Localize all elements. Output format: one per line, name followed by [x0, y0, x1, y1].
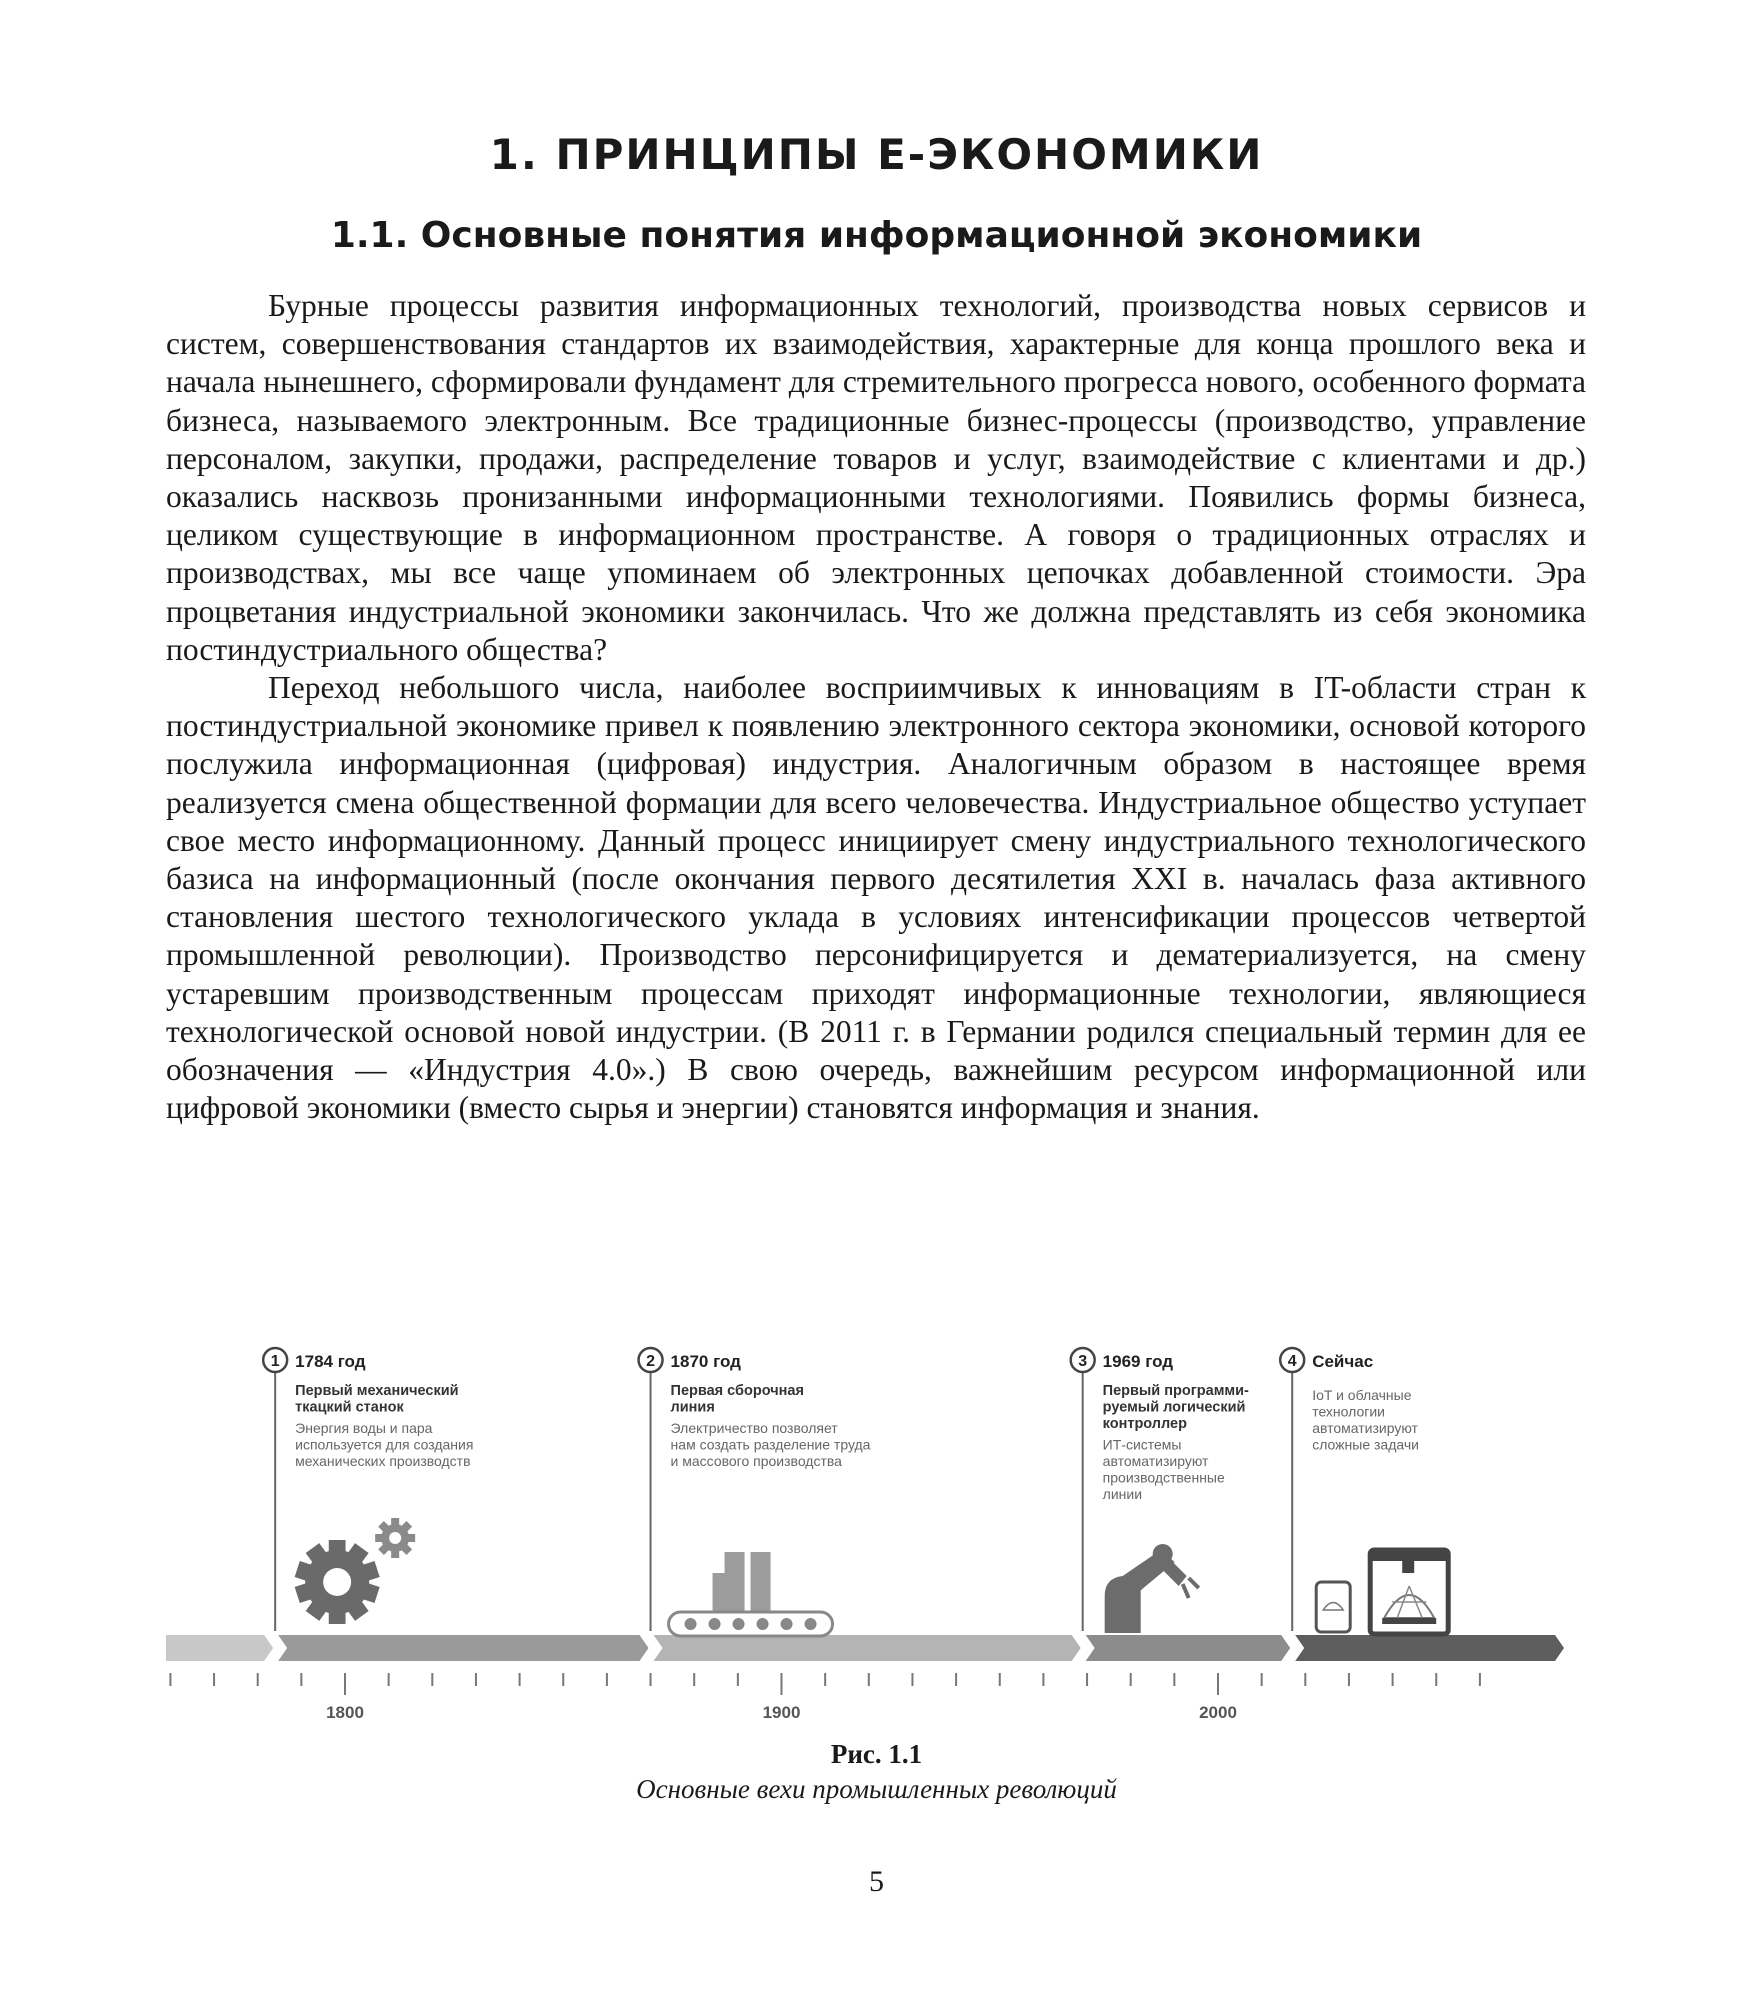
gears-icon [295, 1518, 416, 1624]
milestone-year: Сейчас [1312, 1352, 1374, 1371]
milestone-description: технологии [1312, 1403, 1386, 1420]
printer-nozzle [1402, 1561, 1414, 1573]
milestone-description: Электричество позволяет [670, 1420, 838, 1436]
iot-icon [1316, 1550, 1448, 1634]
milestone-title: ткацкий станок [295, 1399, 404, 1416]
milestone-description: и массового производства [670, 1453, 842, 1469]
milestone-description: механических производств [295, 1453, 471, 1469]
milestone-year: 1870 год [670, 1352, 741, 1371]
conveyor-roller [805, 1618, 817, 1630]
gear-shape [375, 1518, 415, 1558]
milestone-title: руемый логический [1102, 1399, 1246, 1416]
body-text [166, 287, 1586, 1127]
gear-shape [295, 1540, 380, 1624]
milestone-number: 2 [646, 1353, 656, 1370]
milestone [1071, 1348, 1249, 1631]
timeline-segment [166, 1635, 273, 1661]
milestone-title: Первый программи- [1102, 1383, 1249, 1399]
robot-joint [1153, 1544, 1173, 1564]
milestone-description: нам создать разделение труда [670, 1436, 871, 1453]
robot-gripper [1183, 1578, 1199, 1598]
milestone-number: 1 [270, 1353, 280, 1370]
milestone-description: автоматизируют [1312, 1420, 1418, 1436]
robot-arm-icon [1105, 1544, 1199, 1633]
conveyor-roller [685, 1618, 697, 1630]
milestone-description: используется для создания [295, 1436, 474, 1453]
conveyor-box [713, 1573, 727, 1612]
conveyor-box [751, 1552, 771, 1612]
conveyor-roller [757, 1618, 769, 1630]
milestone-description: производственные [1102, 1469, 1225, 1486]
gear-hole [389, 1532, 401, 1544]
milestone-title: контроллер [1102, 1416, 1187, 1432]
milestone-description: ИТ-системы [1102, 1436, 1182, 1453]
paragraph: Переход небольшого числа, наиболее восприимчивых к инновациям в IT-области стран к постиндустриальной экономике привел к появлению электронного сектора экономики, основой которого послужила информационная (цифровая) индустрия. Аналогичным образом в настоящее время реализуется смена общественной формации для всего человечества. Индустриальное общество уступает свое место информационному. Данный процесс инициирует смену индустриального технологического базиса на информационный (после окончания первого десятилетия XXI в. началась фаза активного становления шестого технологического уклада в условиях интенсификации процессов четвертой промышленной революции). Производство персонифицируется и дематериализуется, на смену устаревшим производственным процессам приходят информационные технологии, являющиеся технологической основой новой индустрии. (В 2011 г. в Германии родился специальный термин для ее обозначения — «Индустрия 4.0».) В свою очередь, важнейшим ресурсом информационной или цифровой экономики (вместо сырья и энергии) становятся информация и знания. [166, 670, 1586, 1126]
printer-bed [1382, 1618, 1436, 1624]
printer-top [1372, 1552, 1446, 1561]
conveyor-roller [733, 1618, 745, 1630]
chapter-title: 1. ПРИНЦИПЫ Е-ЭКОНОМИКИ [489, 130, 1264, 179]
gear-hole [323, 1568, 351, 1596]
axis-label: 2000 [1199, 1703, 1237, 1722]
axis-label: 1900 [762, 1703, 801, 1722]
industrial-revolutions-timeline [166, 1340, 1586, 1740]
milestone-description: Энергия воды и пара [295, 1420, 433, 1436]
milestone-title: Первая сборочная [670, 1383, 804, 1399]
timeline-segment [1295, 1635, 1564, 1661]
milestone-title: Первый механический [295, 1383, 459, 1399]
section-title: 1.1. Основные понятия информационной экономики [330, 215, 1423, 256]
timeline-segment [654, 1635, 1081, 1661]
timeline-segment [278, 1635, 648, 1661]
milestone-number: 4 [1287, 1353, 1297, 1370]
milestone-description: IoT и облачные [1312, 1387, 1412, 1403]
milestone-description: линии [1102, 1486, 1143, 1502]
milestone-year: 1784 год [295, 1352, 366, 1371]
milestone-number: 3 [1078, 1353, 1088, 1370]
milestone-description: автоматизируют [1102, 1453, 1209, 1469]
figure-caption: Основные вехи промышленных революций [636, 1774, 1117, 1804]
milestone-title: линия [670, 1399, 715, 1416]
milestone-description: сложные задачи [1312, 1436, 1419, 1453]
conveyor-roller [781, 1618, 793, 1630]
axis-label: 1800 [326, 1703, 364, 1722]
figure-number: Рис. 1.1 [830, 1739, 923, 1769]
conveyor-box [725, 1552, 745, 1612]
paragraph: Бурные процессы развития информационных технологий, производства новых сервисов и систем, совершенствования стандартов их взаимодействия, характерные для конца прошлого века и начала нынешнего, сформировали фундамент для стремительного прогресса нового, особенного формата бизнеса, называемого электронным. Все традиционные бизнес-процессы (производство, управление персоналом, закупки, продажи, распределение товаров и услуг, взаимодействие с клиентами и др.) оказались насквозь пронизанными информационными технологиями. Появились формы бизнеса, целиком существующие в информационном пространстве. А говоря о традиционных отраслях и производствах, мы все чаще упоминаем об электронных цепочках добавленной стоимости. Эра процветания индустриальной экономики закончилась. Что же должна представлять из себя экономика постиндустриального общества? [166, 288, 1586, 667]
page-number: 5 [869, 1865, 884, 1898]
milestone-year: 1969 год [1102, 1352, 1174, 1371]
phone-icon [1316, 1582, 1350, 1632]
conveyor-icon [669, 1552, 833, 1636]
conveyor-roller [709, 1618, 721, 1630]
timeline-segment [1086, 1635, 1291, 1661]
